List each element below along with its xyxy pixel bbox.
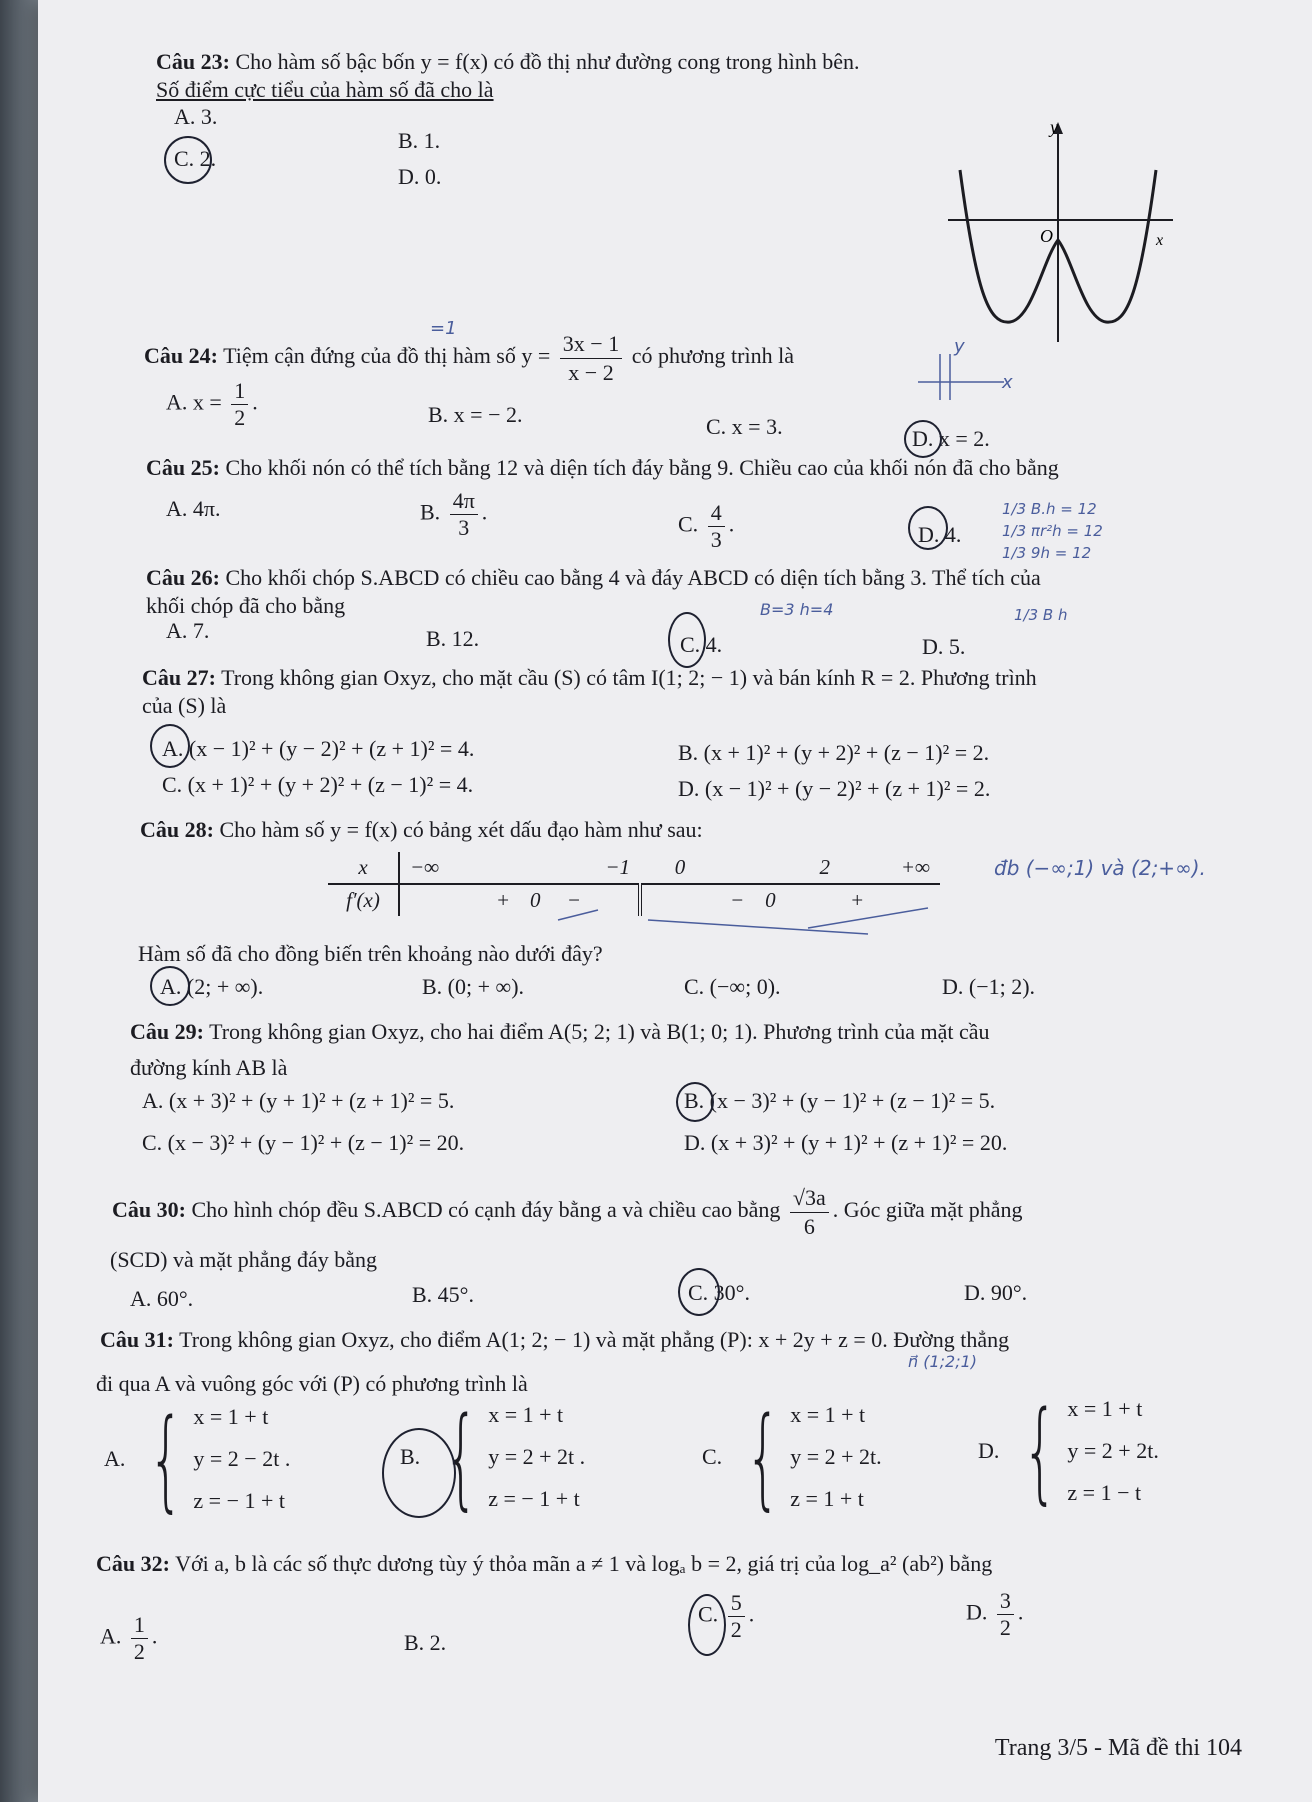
q24-note-b: y <box>954 336 965 357</box>
answer-circle-q30 <box>678 1268 720 1316</box>
q26-text2: khối chóp đã cho bằng <box>146 593 346 618</box>
q27-option-c[interactable]: C. (x + 1)² + (y + 2)² + (z − 1)² = 4. <box>162 772 474 797</box>
q30-option-a[interactable]: A. 60°. <box>130 1286 194 1311</box>
q27-text2: của (S) là <box>142 693 227 718</box>
q26-note-b: 1/3 B h <box>1014 606 1068 624</box>
q26-option-b[interactable]: B. 12. <box>426 626 480 651</box>
q24-option-c[interactable]: C. x = 3. <box>706 414 783 439</box>
table-cell: − 0 <box>730 888 776 912</box>
table-cell: 0 <box>674 855 686 879</box>
q28-note: đb (−∞;1) và (2;+∞). <box>994 856 1206 880</box>
table-cell: 2 <box>819 855 830 879</box>
q27-option-a[interactable]: A. (x − 1)² + (y − 2)² + (z + 1)² = 4. <box>162 736 475 761</box>
q25-option-d[interactable]: D. 4. <box>918 522 962 547</box>
q24-option-b[interactable]: B. x = − 2. <box>428 402 523 427</box>
q29-text: Câu 29: Trong không gian Oxyz, cho hai điểm A(5; 2; 1) và B(1; 0; 1). Phương trình của mặt cầu <box>130 1019 990 1044</box>
q23-option-d[interactable]: D. 0. <box>398 164 442 189</box>
q23-text2: Số điểm cực tiểu của hàm số đã cho là <box>156 77 494 102</box>
answer-circle-q25 <box>908 506 948 550</box>
q27-text: Câu 27: Trong không gian Oxyz, cho mặt cầu (S) có tâm I(1; 2; − 1) và bán kính R = 2. Phương trình <box>142 665 1037 690</box>
q24-text: Câu 24: Tiệm cận đứng của đồ thị hàm số y = $\frac{3x - 1}{x - 2}$ có phương trình là <box>144 331 794 385</box>
q23-option-c[interactable]: C. 2. <box>174 146 217 171</box>
answer-circle-q24 <box>904 420 942 458</box>
q30-option-b[interactable]: B. 45°. <box>412 1282 474 1307</box>
q25-text: Câu 25: Cho khối nón có thể tích bằng 12 và diện tích đáy bằng 9. Chiều cao của khối nón đã cho bằng <box>146 455 1059 480</box>
page-edge-shadow <box>0 0 38 1802</box>
table-cell: + <box>850 888 865 912</box>
q31-option-a[interactable]: A. { x = 1 + t y = 2 − 2t . z = − 1 + t <box>104 1395 291 1523</box>
q31-option-b[interactable]: B. { x = 1 + t y = 2 + 2t . z = − 1 + t <box>400 1393 586 1521</box>
q25-option-b[interactable]: B. $\frac{4\pi}{3}$ . <box>420 488 488 540</box>
q26-text: Câu 26: Cho khối chóp S.ABCD có chiều cao bằng 4 và đáy ABCD có diện tích bằng 3. Thể tích của <box>146 565 1041 590</box>
q30-text: Câu 30: Cho hình chóp đều S.ABCD có cạnh đáy bằng a và chiều cao bằng $\frac{√3a}{6}$ . Góc giữa mặt phẳng <box>112 1185 1023 1239</box>
page-footer: Trang 3/5 - Mã đề thi 104 <box>994 1735 1242 1761</box>
q31-option-c[interactable]: C. { x = 1 + t y = 2 + 2t. z = 1 + t <box>702 1393 882 1521</box>
q23-text: Câu 23: Cho hàm số bậc bốn y = f(x) có đồ thị như đường cong trong hình bên. <box>156 49 860 74</box>
q26-option-d[interactable]: D. 5. <box>922 634 966 659</box>
answer-circle-q27 <box>150 724 190 768</box>
q24-option-a[interactable]: A. x = $\frac{1}{2}$ . <box>166 378 258 430</box>
y-label: y <box>1050 117 1058 137</box>
table-cell: −1 <box>605 855 630 879</box>
q28-option-d[interactable]: D. (−1; 2). <box>942 974 1036 999</box>
answer-circle-q32 <box>688 1594 726 1656</box>
q31-option-d[interactable]: D. { x = 1 + t y = 2 + 2t. z = 1 − t <box>978 1387 1159 1515</box>
q26-option-c[interactable]: C. 4. <box>680 632 723 657</box>
q30-text2: (SCD) và mặt phẳng đáy bằng <box>110 1247 377 1272</box>
q28-text: Câu 28: Cho hàm số y = f(x) có bảng xét dấu đạo hàm như sau: <box>140 817 703 842</box>
q28-option-c[interactable]: C. (−∞; 0). <box>684 974 781 999</box>
q24-sketch <box>914 350 1008 404</box>
q25-note-b: 1/3 πr²h = 12 <box>1002 522 1103 540</box>
exam-page <box>38 0 1312 1802</box>
q26-option-a[interactable]: A. 7. <box>166 618 210 643</box>
q32-option-c[interactable]: C. $\frac{5}{2}$ . <box>698 1590 755 1642</box>
q23-option-b[interactable]: B. 1. <box>398 128 441 153</box>
table-cell: 0 − <box>530 888 581 912</box>
q32-option-d[interactable]: D. $\frac{3}{2}$ . <box>966 1588 1024 1640</box>
q28-option-a[interactable]: A. (2; + ∞). <box>160 974 264 999</box>
q29-option-b[interactable]: B. (x − 3)² + (y − 1)² + (z − 1)² = 5. <box>684 1088 996 1113</box>
q24-option-d[interactable]: D. x = 2. <box>912 426 990 451</box>
q24-note-c: x <box>1002 372 1013 393</box>
q32-option-b[interactable]: B. 2. <box>404 1630 447 1655</box>
q23-graph <box>938 110 1188 350</box>
q31-text2: đi qua A và vuông góc với (P) có phương trình là <box>96 1371 528 1396</box>
q32-option-a[interactable]: A. $\frac{1}{2}$ . <box>100 1612 158 1664</box>
table-cell: + <box>495 888 510 912</box>
q32-text: Câu 32: Với a, b là các số thực dương tùy ý thỏa mãn a ≠ 1 và logₐ b = 2, giá trị của log_a² (ab²) bằng <box>96 1551 993 1576</box>
table-cell: +∞ <box>900 855 930 879</box>
q25-note-a: 1/3 B.h = 12 <box>1002 500 1097 518</box>
answer-circle-q23 <box>164 136 212 184</box>
q29-option-c[interactable]: C. (x − 3)² + (y − 1)² + (z − 1)² = 20. <box>142 1130 465 1155</box>
answer-circle-q31 <box>382 1428 456 1518</box>
q28-question: Hàm số đã cho đồng biến trên khoảng nào dưới đây? <box>138 941 603 966</box>
q28-option-b[interactable]: B. (0; + ∞). <box>422 974 525 999</box>
q30-option-d[interactable]: D. 90°. <box>964 1280 1028 1305</box>
table-cell: x <box>328 852 399 884</box>
q23-option-a[interactable]: A. 3. <box>174 104 218 129</box>
q25-option-c[interactable]: C. $\frac{4}{3}$ . <box>678 500 735 552</box>
q31-text: Câu 31: Trong không gian Oxyz, cho điểm A(1; 2; − 1) và mặt phẳng (P): x + 2y + z = 0. Đường thẳng <box>100 1327 1010 1352</box>
x-label: x <box>1156 232 1164 249</box>
q29-option-a[interactable]: A. (x + 3)² + (y + 1)² + (z + 1)² = 5. <box>142 1088 455 1113</box>
q27-option-d[interactable]: D. (x − 1)² + (y − 2)² + (z + 1)² = 2. <box>678 776 991 801</box>
q31-note: n⃗ (1;2;1) <box>908 1352 978 1371</box>
q27-option-b[interactable]: B. (x + 1)² + (y + 2)² + (z − 1)² = 2. <box>678 740 990 765</box>
table-cell: f′(x) <box>328 884 399 916</box>
q25-note-c: 1/3 9h = 12 <box>1002 544 1092 562</box>
q29-text2: đường kính AB là <box>130 1055 288 1080</box>
table-cell: −∞ <box>410 855 440 879</box>
q25-option-a[interactable]: A. 4π. <box>166 496 221 521</box>
origin-label: O <box>1040 226 1053 246</box>
answer-circle-q29 <box>676 1082 714 1122</box>
q30-option-c[interactable]: C. 30°. <box>688 1280 750 1305</box>
answer-circle-q28 <box>150 966 190 1006</box>
answer-circle-q26 <box>668 612 706 668</box>
q26-note-a: B=3 h=4 <box>760 600 834 619</box>
q24-note-a: =1 <box>430 318 457 339</box>
q29-option-d[interactable]: D. (x + 3)² + (y + 1)² + (z + 1)² = 20. <box>684 1130 1008 1155</box>
